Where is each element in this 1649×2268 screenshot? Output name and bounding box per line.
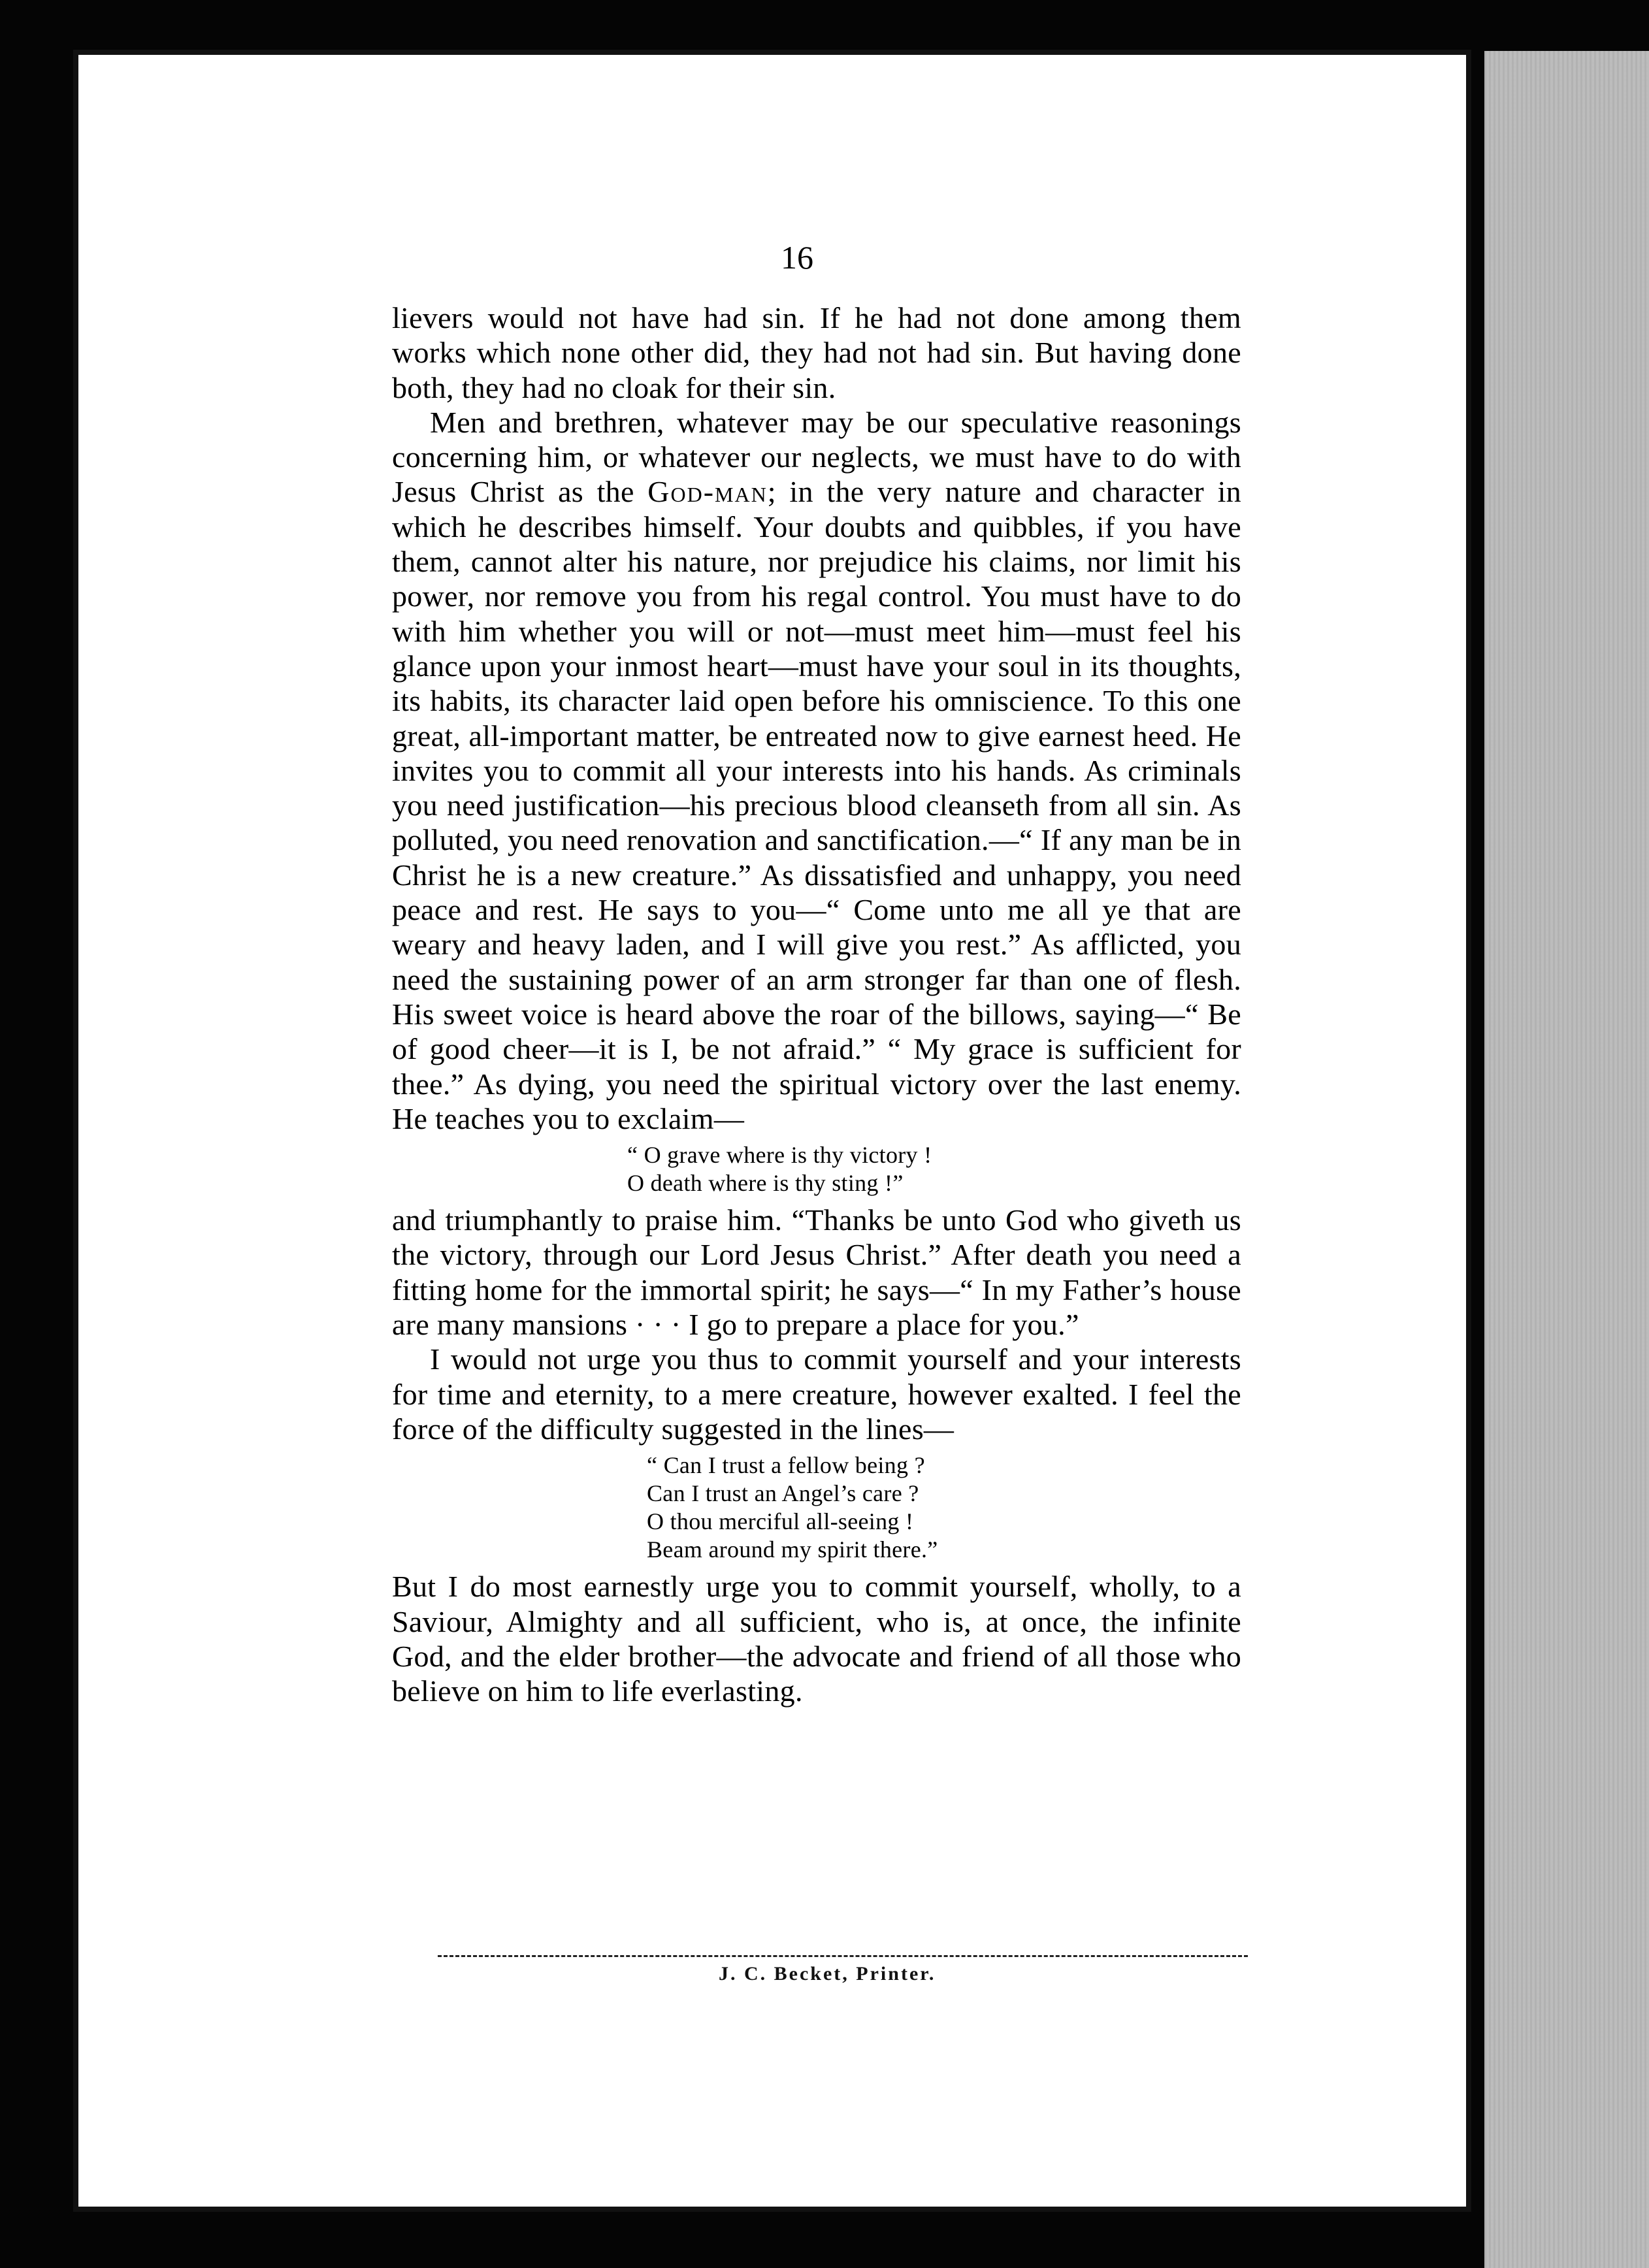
verse-quote-2 xyxy=(647,1451,1241,1564)
paragraph-1: lievers would not have had sin. If he had not done among them works which none other did, they had not had sin. But having done both, they had no cloak for their sin. xyxy=(392,301,1241,404)
verse-line: O death where is thy sting !” xyxy=(627,1170,904,1197)
footer-rule xyxy=(438,1955,1248,1957)
body-text xyxy=(392,300,1241,1708)
verse-line: Can I trust an Angel’s care ? xyxy=(647,1480,919,1507)
paragraph-3: and triumphantly to praise him. “Thanks be unto God who giveth us the victory, through our Lord Jesus Christ.” After death you need a fitting home for the immortal spirit; he says—“ In my Father’s house are many mansions · · · I go to prepare a place for you.” xyxy=(392,1203,1241,1342)
paragraph-2 xyxy=(392,405,1241,1136)
verse-line: O thou merciful all-seeing ! xyxy=(647,1508,914,1535)
paragraph-5: But I do most earnestly urge you to commit yourself, wholly, to a Saviour, Almighty and all sufficient, who is, at once, the infinite God, and the elder brother—the advocate and friend of all those who believe on him to life everlasting. xyxy=(392,1570,1241,1708)
background-page-edge xyxy=(1484,51,1649,2268)
verse-line: “ Can I trust a fellow being ? xyxy=(647,1452,925,1479)
paragraph-4: I would not urge you thus to commit yourself and your interests for time and eternity, to a mere creature, however exalted. I feel the force of the difficulty suggested in the lines— xyxy=(392,1342,1241,1446)
paragraph-2-start: Men and brethren, whatever may be our speculative reasonings concerning him, or whatever our neglects, we must have to do with Jesus Christ as the xyxy=(392,405,1241,509)
paragraph-2-continued: ; in the very nature and character in which he describes himself. Your doubts and quibbles, if you have them, cannot alter his nature, nor prejudice his claims, nor limit his power, nor remove you from his regal control. You must have to do with him whether you will or not—must meet him—must feel his glance upon your inmost heart—must have your soul in its thoughts, its habits, its character laid open before his omniscience. To this one great, all-important matter, be entreated now to give earnest heed. He invites you to commit all your interests into his hands. As criminals you need justification—his precious blood cleanseth from all sin. As polluted, you need renovation and sanctification.—“ If any man be in Christ he is a new creature.” As dissatisfied and unhappy, you need peace and rest. He says to you—“ Come unto me all ye that are weary and heavy laden, and I will give you rest.” As afflicted, you need the sustaining power of an arm stronger far than one of flesh. His sweet voice is heard above the roar of the billows, saying—“ Be of good cheer—it is I, be not afraid.” “ My grace is sufficient for thee.” As dying, you need the spiritual victory over the last enemy. He teaches you to exclaim— xyxy=(392,475,1241,1135)
god-man-term: God-man xyxy=(647,475,768,509)
printer-colophon: J. C. Becket, Printer. xyxy=(719,1963,936,1984)
page-number: 16 xyxy=(781,239,813,276)
verse-line: Beam around my spirit there.” xyxy=(647,1536,938,1563)
verse-line: “ O grave where is thy victory ! xyxy=(627,1142,932,1169)
verse-quote-1 xyxy=(627,1141,1241,1197)
